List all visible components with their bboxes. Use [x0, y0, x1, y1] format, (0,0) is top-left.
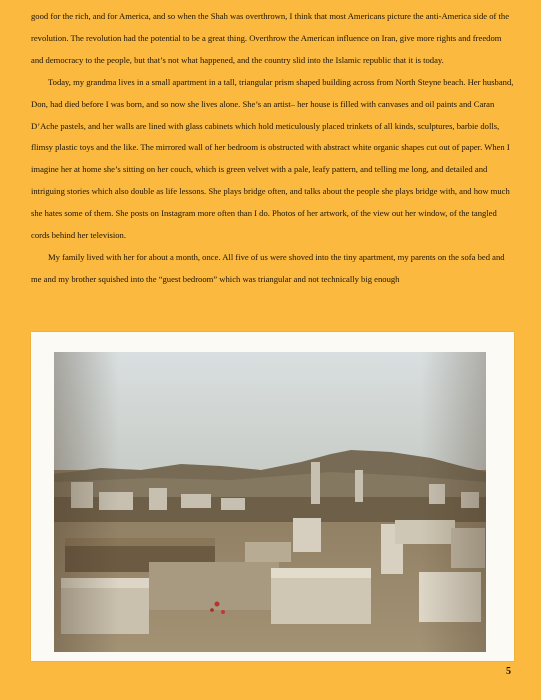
paragraph-2: Today, my grandma lives in a small apartment in a tall, triangular prism shaped building across from North Steyne beach. Her husband, Don, had died before I was born, and so now she lives alone. She’s an artist– her house is filled with canvases and oil paints and Caran D’Ache pastels, and her walls are lined with glass cabinets which hold meticulously placed trinkets of all kinds, sculptures, barbie dolls, flimsy plastic toys and the like. The mirrored wall of her bedroom is obstructed with abstract white organic shapes cut out of paper. When I imagine her at home she’s sitting on her couch, which is green velvet with a pale, leafy pattern, and telling me long, and detailed and intriguing stories which also double as life lessons. She plays bridge often, and talks about the people she plays bridge with, and how much she hates some of them. She posts on Instagram more often than I do. Photos of her artwork, of the view out her window, of the tangled cords behind her television. — [31, 76, 514, 241]
photo-image — [54, 352, 486, 652]
paragraph-1: good for the rich, and for America, and so when the Shah was overthrown, I think that most Americans picture the anti-America side of the revolution. The revolution had the potential to be a great thing. Overthrow the American influence on Iran, give more rights and freedom and democracy to the people, but that’s not what happened, and the country slid into the Islamic republic that it is today. — [31, 11, 510, 65]
paragraph-3: My family lived with her for about a month, once. All five of us were shoved into the tiny apartment, my parents on the sofa bed and me and my brother squished into the “guest bedroom” which was triangular and not technically big enough — [31, 251, 505, 284]
photo-frame — [31, 332, 514, 661]
page-number: 5 — [506, 666, 511, 677]
body-text — [31, 6, 515, 291]
ruins-photo — [31, 332, 514, 661]
